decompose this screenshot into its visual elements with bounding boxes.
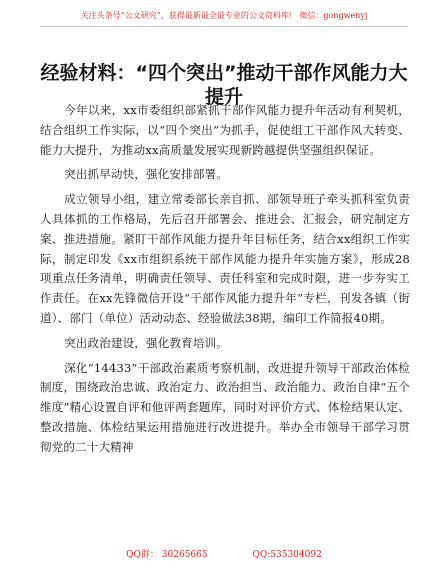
- paragraph-section-2: 深化“14433”干部政治素质考察机制，改进提升领导干部政治体检制度，围绕政治忠诚、政治定力、政治担当、政治能力、政治自律“五个维度”精心设置自评和他评两套题库，同时对评价方式、体检结果认定、整改措施、体检结果运用措施进行改进提升。举办全市领导干部学习贯彻党的二十大精神: [40, 360, 410, 454]
- header-note: 关注头条号“公文研究”，获得最新最全最专业的公文资料库！ 微信：gongwenyj: [80, 11, 368, 20]
- footer-contact: [0, 549, 448, 561]
- document-body: [40, 101, 410, 463]
- page-title: 经验材料：“四个突出”推动干部作风能力大提升: [40, 61, 408, 108]
- footer-qq-group: QQ群： 30265665: [126, 550, 208, 560]
- paragraph-intro: 今年以来，xx市委组织部紧抓干部作风能力提升年活动有利契机，结合组织工作实际，以“四个突出”为抓手，促使组工干部作风大转变、能力大提升，为推动xx高质量发展实现新跨越提供坚强组织保证。: [40, 103, 410, 157]
- footer-qq: QQ:535304092: [252, 550, 322, 560]
- section-heading-1: 突出抓早动快，强化安排部署。: [64, 167, 228, 182]
- section-heading-2: 突出政治建设，强化教育培训。: [64, 335, 228, 350]
- header-divider: [40, 26, 408, 27]
- paragraph-section-1: 成立领导小组，建立常委部长亲自抓、部领导班子牵头抓科室负责人具体抓的工作格局，先后召开部署会、推进会、汇报会，研究制定方案、推进措施。紧盯干部作风能力提升年目标任务，结合xx组织工作实际，制定印发《xx市组织系统干部作风能力提升年实施方案》，形成28项重点任务清单，明确责任领导、责任科室和完成时限，进一步夯实工作责任。在xx先锋微信开设“干部作风能力提升年”专栏，刊发各镇（街道）、部门（单位）活动动态、经验做法38期，编印工作简报40期。: [40, 192, 410, 325]
